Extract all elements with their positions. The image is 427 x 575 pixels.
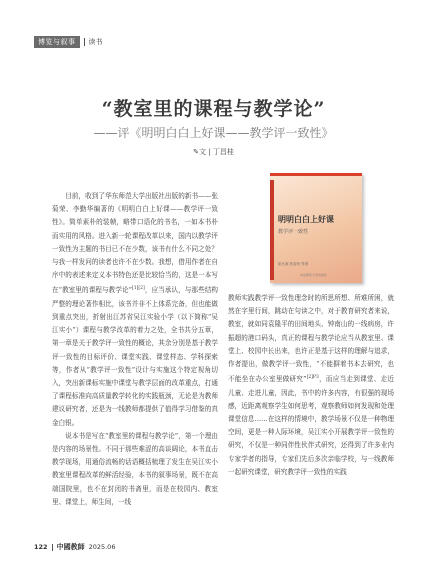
divider <box>84 38 85 46</box>
book-cover-authors: 崔允漷 张菊荣 等著 <box>278 262 309 266</box>
body-column-left <box>52 190 218 509</box>
pen-icon: ✎ <box>193 148 200 156</box>
page-number: 122 <box>34 543 48 551</box>
book-cover-image <box>270 173 362 283</box>
citation: [1][2] <box>132 286 145 292</box>
paragraph: 目前，收到了华东师范大学出版社出版的新书——张菊荣、李勤华编著的《明明白白上好课——教学评一致性》。简单素朴的装帧，略带口语化的书名，一如本书朴而实用的风格。进入新一轮课程改革以来，国内以教学评一致性为主题的书目已不在少数，该书有什么不同之处？与我一样发问的读者也许不在少数。我想，借用作者在自序中的表述来定义本书特色还是比较恰当的，这是一本写在“教室里的课程与教学论”[1][2]，应当承认，与那些结构严整的理论著作相比，该书并非不上体系完备，但也能做到重点突出，折射出江苏省吴江实验小学（以下简称“吴江实小”）课程与教学改革的着力之处，全书共分五章，第一章是关于教学评一致性的概论，其余分别是基于教学评一致性的目标评价、课堂实践、课堂样态、学科探索等，作者从“教学评一致性”设计与实施这个特定视角切入，突出新课标实施中课堂与教学层面的改革重点，打通了课程标准向高质量教学转化的实践瓶颈，无论是为教师建议研究者，还是为一线教师都提供了值得学习借鉴的真金白银。 <box>52 192 218 427</box>
article-subtitle: ——评《明明白白上好课——教学评一致性》 <box>93 126 334 140</box>
cover-stripe <box>270 180 274 280</box>
book-cover-subtitle: 教学评一致性 <box>278 229 309 235</box>
book-cover-title: 明明白白上好课 <box>278 215 334 224</box>
page-footer <box>34 542 115 552</box>
author-name: 丁昌桂 <box>212 148 234 156</box>
top-bar <box>34 36 103 48</box>
section-label: 读书 <box>88 38 103 46</box>
paragraph: 说本书是写在“教室里的课程与教学论”，第一个理由是内容的场景性。不同于那些难涩的高谈阔论，本书直击教学现场，用通俗流畅的话语概括梳理了发生在吴江实小教室里课程改革的鲜活经验，本书的叙事场景，既不在高端国院里，也不在封闭的书斋里，而是在校园内、教室里、课堂上，师生间，一线 <box>52 431 218 506</box>
author-prefix: 文 <box>199 148 207 156</box>
book-cover-publisher: 华东师范大学出版社 <box>300 273 328 277</box>
byline: ✎文 | 丁昌桂 <box>193 148 234 156</box>
issue: 2025.06 <box>88 543 116 551</box>
body-column-right <box>228 292 394 479</box>
column-tag: 博览与叙事 <box>34 36 80 48</box>
magazine-name: 中國教師 <box>56 542 85 551</box>
paragraph: 教师实践教学评一致性理念时的所思所想、所难所困，就然在字里行间，跳动在句读之中，对于教育研究者来说，教室，就如同袁隆平的田间地头、钟南山的一线病房，许振超的港口码头，真正的课程与教学论应当从教室里、课堂上、校园中长出来，也许正是基于这样的理解与追求，作者提出，做教学评一致性，“不能摒着书本去研究，也不能坐在办公室里做研究”$^{[2]P3}$，而应当走到课堂、走近儿童、走进儿童，因此，书中的许多内容，有很强的现场感，近距离观察学生如何思考，观察教师如何发现和处理课堂信息……在这样的情境中，教学场景不仅是一种物理空间，更是一种人际环境，吴江实小开展教学评一致性的研究，不仅是一种同伴性伙伴式研究，还得到了许多业内专家学者的指导，专家们先后多次亲临学校，与一线教师一起研究课堂，研究教学评一致性的实践 <box>228 294 395 476</box>
divider <box>52 544 53 551</box>
citation: [2]P3 <box>306 375 319 381</box>
article-title: “教室里的课程与教学论” <box>101 98 326 120</box>
